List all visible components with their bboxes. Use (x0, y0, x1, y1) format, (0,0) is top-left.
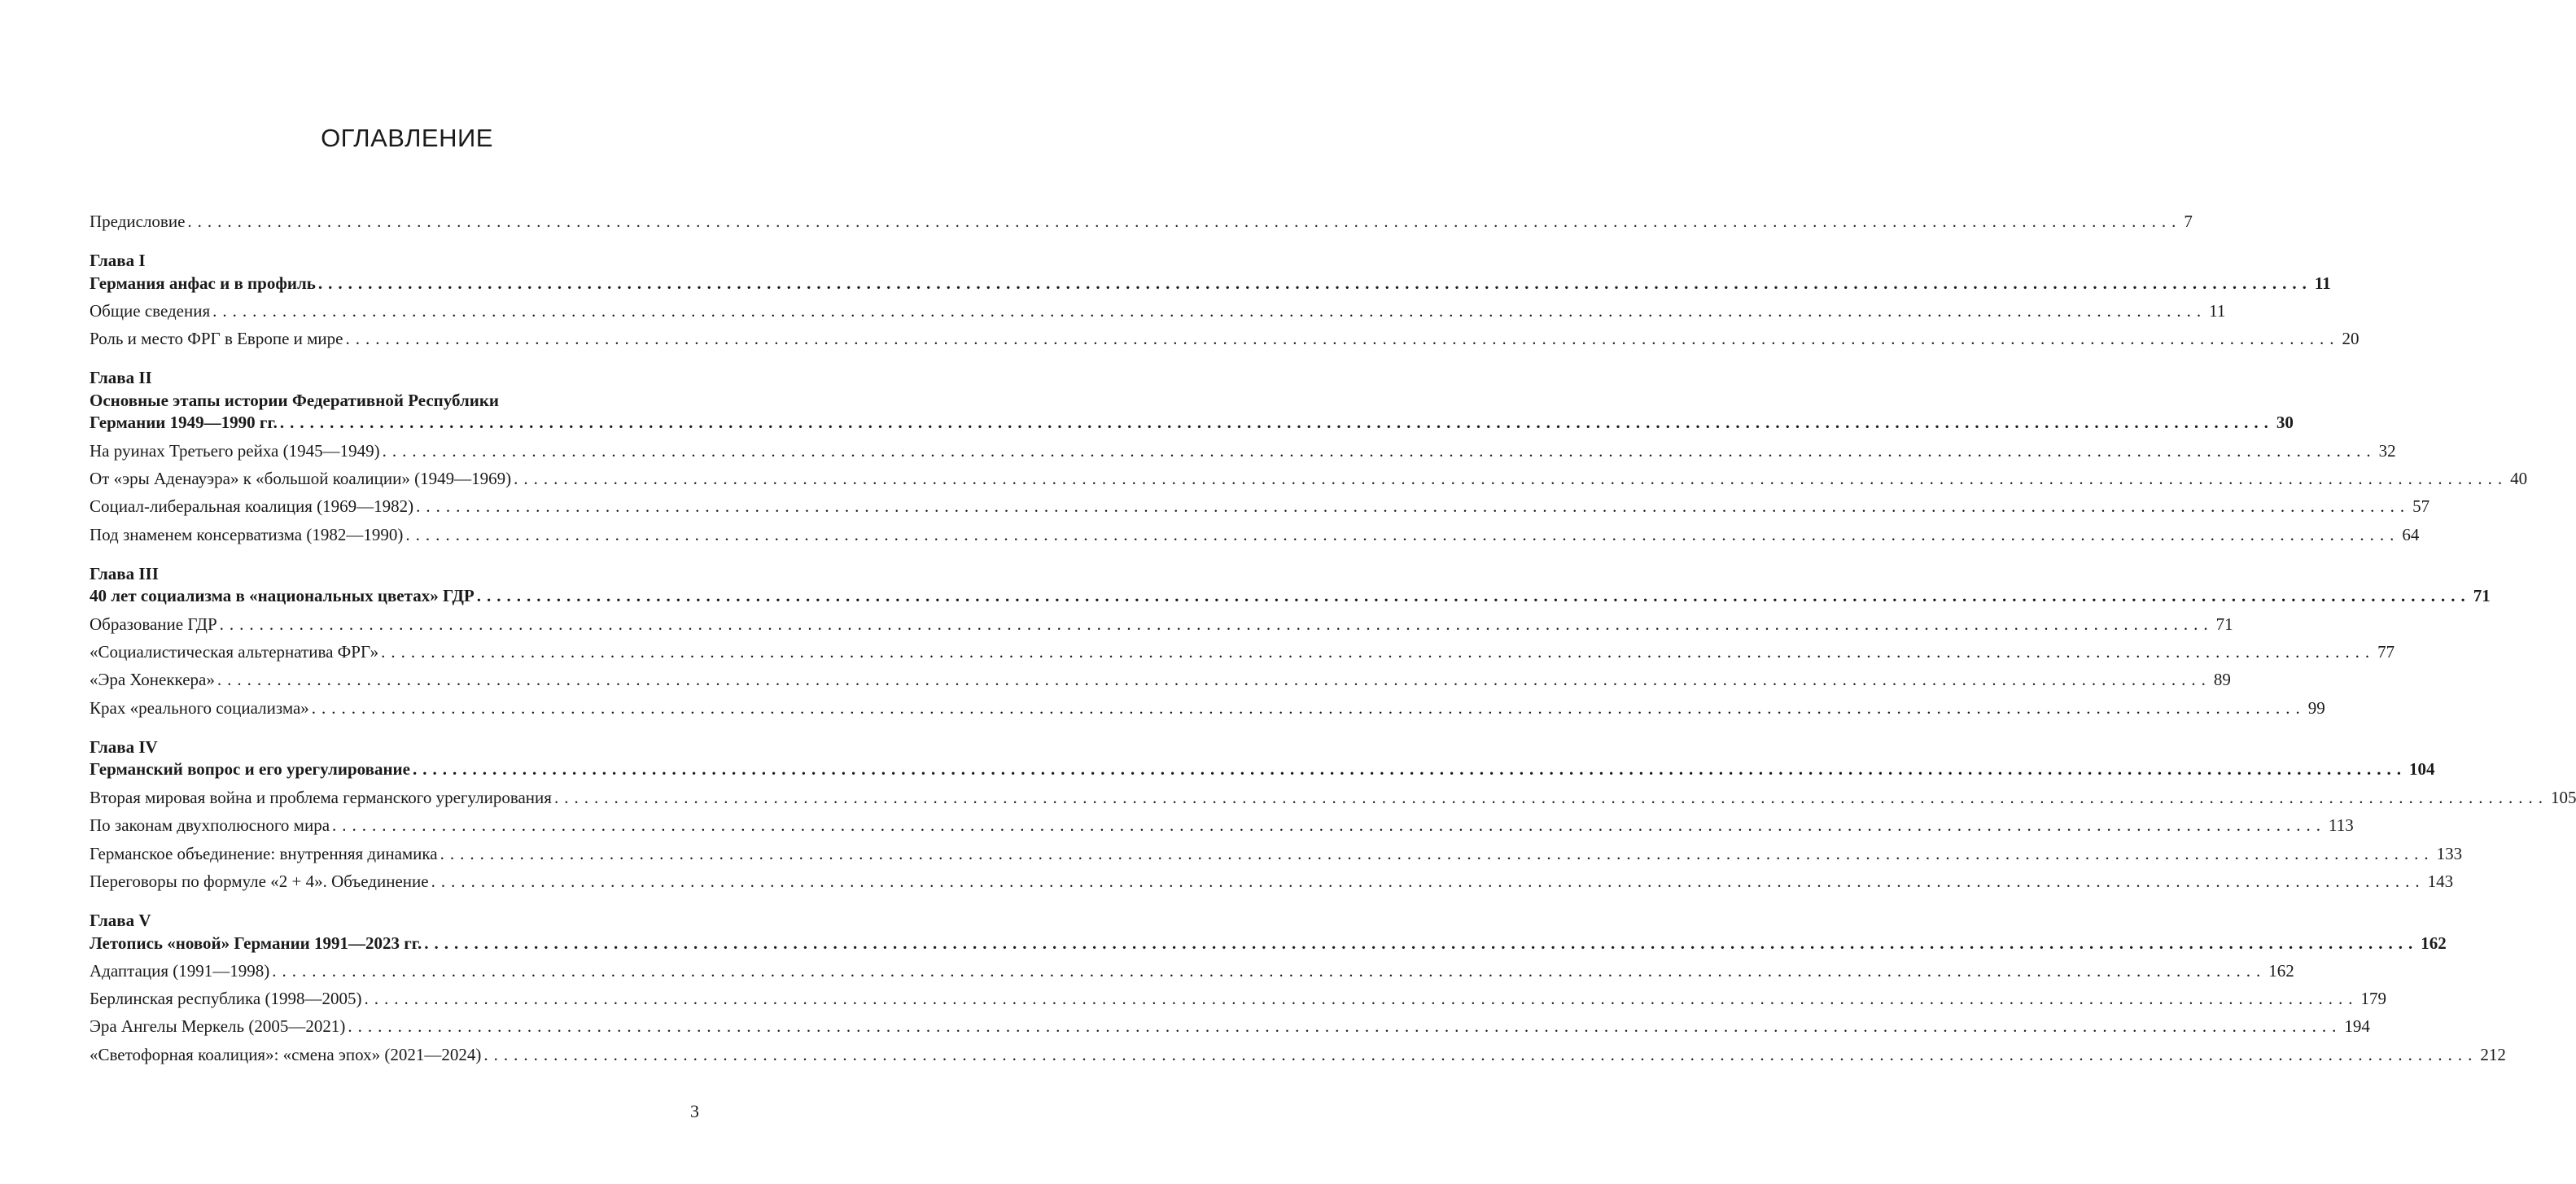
toc-entry-chapter-4-title[interactable] (90, 757, 2435, 781)
toc-entry-page: 11 (2314, 273, 2331, 293)
dot-leader: ........................................................................................................................................................................................................ (483, 1045, 2478, 1064)
toc-entry[interactable] (90, 785, 2576, 810)
toc-entry-page: 30 (2276, 413, 2294, 432)
toc-entry-label: Переговоры по формуле «2 + 4». Объединение (90, 872, 429, 891)
dot-leader: ........................................................................................................................................................................................................ (431, 872, 2425, 891)
chapter-heading-2: Глава II (90, 368, 152, 387)
toc-entry[interactable] (90, 1042, 2506, 1067)
toc-entry-label: Германский вопрос и его урегулирование (90, 759, 410, 779)
chapter-heading-1: Глава I (90, 251, 146, 270)
toc-entry-page: 113 (2329, 815, 2354, 835)
dot-leader: ........................................................................................................................................................................................................ (405, 525, 2400, 544)
toc-entry-page: 7 (2184, 212, 2193, 231)
toc-entry-label: Под знаменем консерватизма (1982—1990) (90, 525, 404, 544)
toc-entry-page: 143 (2427, 872, 2454, 891)
dot-leader: ........................................................................................................................................................................................................ (553, 788, 2548, 807)
toc-entry-label: Вторая мировая война и проблема германского урегулирования (90, 788, 552, 807)
toc-entry-preface[interactable] (90, 209, 2193, 234)
toc-entry[interactable] (90, 986, 2386, 1011)
toc-entry-label: Германское объединение: внутренняя динамика (90, 844, 438, 863)
dot-leader: ........................................................................................................................................................................................................ (381, 642, 2376, 662)
dot-leader: ........................................................................................................................................................................................................ (514, 469, 2508, 488)
toc-entry-page: 105 (2550, 788, 2576, 807)
toc-entry-page: 89 (2213, 670, 2231, 689)
toc-entry-label: Роль и место ФРГ в Европе и мире (90, 329, 343, 348)
toc-entry-label: Предисловие (90, 212, 186, 231)
toc-entry-chapter-3-title[interactable] (90, 583, 2491, 608)
toc-entry[interactable] (90, 667, 2231, 692)
dot-leader: ........................................................................................................................................................................................................ (382, 441, 2377, 461)
toc-entry-page: 57 (2412, 496, 2430, 516)
dot-leader: ........................................................................................................................................................................................................ (332, 815, 2327, 835)
toc-entry[interactable] (90, 959, 2294, 983)
toc-entry[interactable] (90, 612, 2233, 636)
dot-leader: ........................................................................................................................................................................................................ (440, 844, 2434, 863)
toc-entry[interactable] (90, 813, 2354, 837)
toc-entry-page: 162 (2421, 933, 2447, 953)
toc-entry-label: Германии 1949—1990 гг. (90, 413, 278, 432)
chapter-heading-5: Глава V (90, 911, 151, 930)
toc-entry[interactable] (90, 466, 2528, 491)
toc-entry-label: Адаптация (1991—1998) (90, 961, 270, 981)
dot-leader: ........................................................................................................................................................................................................ (272, 961, 2267, 981)
toc-entry[interactable] (90, 696, 2325, 720)
dot-leader: ........................................................................................................................................................................................................ (311, 698, 2306, 718)
toc-entry-label: Летопись «новой» Германии 1991—2023 гг. (90, 933, 422, 953)
dot-leader: ........................................................................................................................................................................................................ (187, 212, 2182, 231)
toc-entry-page: 133 (2436, 844, 2463, 863)
chapter-heading-4: Глава IV (90, 737, 158, 757)
toc-entry-page: 179 (2360, 989, 2386, 1008)
chapter-2-title-line-1: Основные этапы истории Федеративной Республики (90, 391, 500, 410)
dot-leader: ........................................................................................................................................................................................................ (345, 329, 2340, 348)
toc-entry-page: 64 (2402, 525, 2420, 544)
dot-leader: ........................................................................................................................................................................................................ (364, 989, 2359, 1008)
toc-entry[interactable] (90, 841, 2463, 866)
toc-entry-chapter-2-title[interactable] (90, 410, 2294, 435)
toc-entry-page: 20 (2342, 329, 2360, 348)
page-number: 3 (690, 1101, 699, 1121)
dot-leader: ........................................................................................................................................................................................................ (212, 301, 2207, 321)
toc-entry-page: 212 (2480, 1045, 2506, 1064)
toc-entry-label: Эра Ангелы Меркель (2005—2021) (90, 1016, 346, 1036)
toc-entry-page: 32 (2378, 441, 2396, 461)
toc-entry-label: По законам двухполюсного мира (90, 815, 330, 835)
toc-entry-label: «Эра Хонеккера» (90, 670, 215, 689)
dot-leader: ........................................................................................................................................................................................................ (216, 670, 2211, 689)
toc-entry[interactable] (90, 869, 2454, 893)
toc-entry-label: От «эры Аденауэра» к «большой коалиции» (1949—1969) (90, 469, 512, 488)
toc-entry-label: Социал-либеральная коалиция (1969—1982) (90, 496, 414, 516)
toc-entry-page: 40 (2510, 469, 2528, 488)
toc-entry[interactable] (90, 494, 2430, 518)
page-title: ОГЛАВЛЕНИЕ (321, 124, 493, 152)
toc-entry-label: «Светофорная коалиция»: «смена эпох» (2021—2024) (90, 1045, 482, 1064)
toc-entry-label: Германия анфас и в профиль (90, 273, 316, 293)
dot-leader: ........................................................................................................................................................................................................ (416, 496, 2411, 516)
toc-entry-page: 162 (2268, 961, 2294, 981)
dot-leader: ........................................................................................................................................................................................................ (317, 273, 2312, 293)
toc-entry-label: Образование ГДР (90, 614, 217, 634)
toc-entry[interactable] (90, 439, 2396, 463)
toc-entry[interactable] (90, 299, 2226, 323)
toc-entry-page: 194 (2344, 1016, 2370, 1036)
toc-entry-chapter-1-title[interactable] (90, 271, 2331, 295)
dot-leader: ........................................................................................................................................................................................................ (412, 759, 2407, 779)
toc-entry[interactable] (90, 326, 2360, 351)
toc-entry-page: 11 (2209, 301, 2226, 321)
chapter-heading-3: Глава III (90, 564, 159, 583)
toc-entry-page: 77 (2377, 642, 2395, 662)
dot-leader: ........................................................................................................................................................................................................ (348, 1016, 2342, 1036)
toc-entry-page: 71 (2473, 586, 2491, 605)
toc-entry-label: Берлинская республика (1998—2005) (90, 989, 362, 1008)
dot-leader: ........................................................................................................................................................................................................ (476, 586, 2471, 605)
dot-leader: ........................................................................................................................................................................................................ (279, 413, 2274, 432)
toc-entry[interactable] (90, 522, 2420, 547)
toc-entry-page: 99 (2307, 698, 2325, 718)
toc-entry-chapter-5-title[interactable] (90, 931, 2447, 955)
toc-entry-label: 40 лет социализма в «национальных цветах» ГДР (90, 586, 475, 605)
toc-entry[interactable] (90, 1014, 2370, 1038)
toc-entry-label: На руинах Третьего рейха (1945—1949) (90, 441, 380, 461)
toc-entry-label: Крах «реального социализма» (90, 698, 309, 718)
toc-entry-label: Общие сведения (90, 301, 211, 321)
toc-entry-label: «Социалистическая альтернатива ФРГ» (90, 642, 379, 662)
dot-leader: ........................................................................................................................................................................................................ (424, 933, 2419, 953)
toc-entry-page: 104 (2408, 759, 2435, 779)
toc-entry[interactable] (90, 640, 2395, 664)
toc-entry-page: 71 (2215, 614, 2233, 634)
dot-leader: ........................................................................................................................................................................................................ (219, 614, 2214, 634)
